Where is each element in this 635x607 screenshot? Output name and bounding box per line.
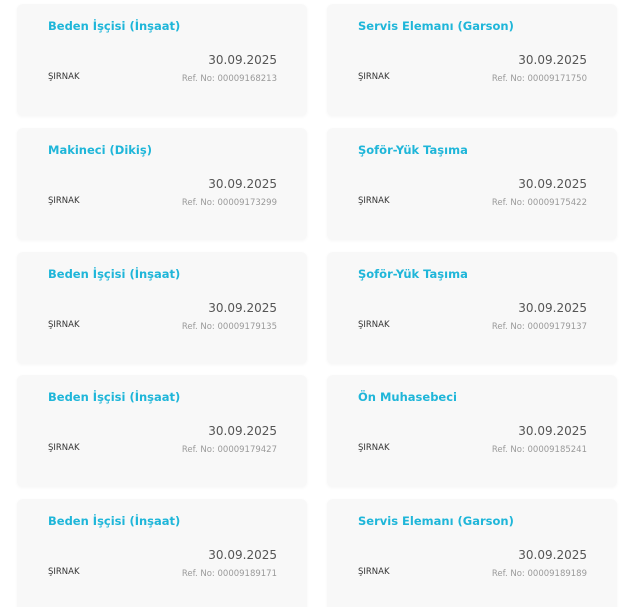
job-date: 30.09.2025 <box>518 53 587 67</box>
job-date: 30.09.2025 <box>208 424 277 438</box>
job-date: 30.09.2025 <box>208 548 277 562</box>
job-city: ŞIRNAK <box>358 443 390 453</box>
job-city: ŞIRNAK <box>48 72 80 82</box>
job-date: 30.09.2025 <box>208 177 277 191</box>
job-card[interactable] <box>17 252 307 364</box>
job-ref-number: Ref. No: 00009175422 <box>491 198 587 208</box>
job-title-link[interactable]: Makineci (Dikiş) <box>48 143 152 157</box>
job-date: 30.09.2025 <box>518 301 587 315</box>
job-card[interactable] <box>327 252 617 364</box>
job-title-link[interactable]: Şoför-Yük Taşıma <box>358 143 468 157</box>
job-ref-number: Ref. No: 00009171750 <box>491 74 587 84</box>
job-ref-number: Ref. No: 00009168213 <box>181 74 277 84</box>
job-city: ŞIRNAK <box>48 443 80 453</box>
job-card[interactable] <box>17 499 307 607</box>
job-title-link[interactable]: Ön Muhasebeci <box>358 390 457 404</box>
job-card[interactable] <box>327 499 617 607</box>
job-title-link[interactable]: Şoför-Yük Taşıma <box>358 267 468 281</box>
job-date: 30.09.2025 <box>518 177 587 191</box>
job-city: ŞIRNAK <box>48 567 80 577</box>
job-title-link[interactable]: Servis Elemanı (Garson) <box>358 514 514 528</box>
job-date: 30.09.2025 <box>208 53 277 67</box>
job-date: 30.09.2025 <box>518 424 587 438</box>
job-city: ŞIRNAK <box>358 320 390 330</box>
job-title-link[interactable]: Servis Elemanı (Garson) <box>358 19 514 33</box>
job-date: 30.09.2025 <box>518 548 587 562</box>
job-card[interactable] <box>17 128 307 240</box>
job-title-link[interactable]: Beden İşçisi (İnşaat) <box>48 19 181 33</box>
job-ref-number: Ref. No: 00009189171 <box>181 569 277 579</box>
job-card[interactable] <box>327 128 617 240</box>
job-city: ŞIRNAK <box>358 196 390 206</box>
job-ref-number: Ref. No: 00009179137 <box>491 322 587 332</box>
job-city: ŞIRNAK <box>48 320 80 330</box>
job-title-link[interactable]: Beden İşçisi (İnşaat) <box>48 514 181 528</box>
job-date: 30.09.2025 <box>208 301 277 315</box>
job-ref-number: Ref. No: 00009179135 <box>181 322 277 332</box>
job-city: ŞIRNAK <box>358 72 390 82</box>
job-ref-number: Ref. No: 00009185241 <box>491 445 587 455</box>
job-ref-number: Ref. No: 00009173299 <box>181 198 277 208</box>
job-ref-number: Ref. No: 00009179427 <box>181 445 277 455</box>
job-card[interactable] <box>17 4 307 116</box>
job-city: ŞIRNAK <box>358 567 390 577</box>
job-ref-number: Ref. No: 00009189189 <box>491 569 587 579</box>
job-card[interactable] <box>327 4 617 116</box>
job-card[interactable] <box>17 375 307 487</box>
job-title-link[interactable]: Beden İşçisi (İnşaat) <box>48 390 181 404</box>
job-title-link[interactable]: Beden İşçisi (İnşaat) <box>48 267 181 281</box>
job-city: ŞIRNAK <box>48 196 80 206</box>
job-card[interactable] <box>327 375 617 487</box>
